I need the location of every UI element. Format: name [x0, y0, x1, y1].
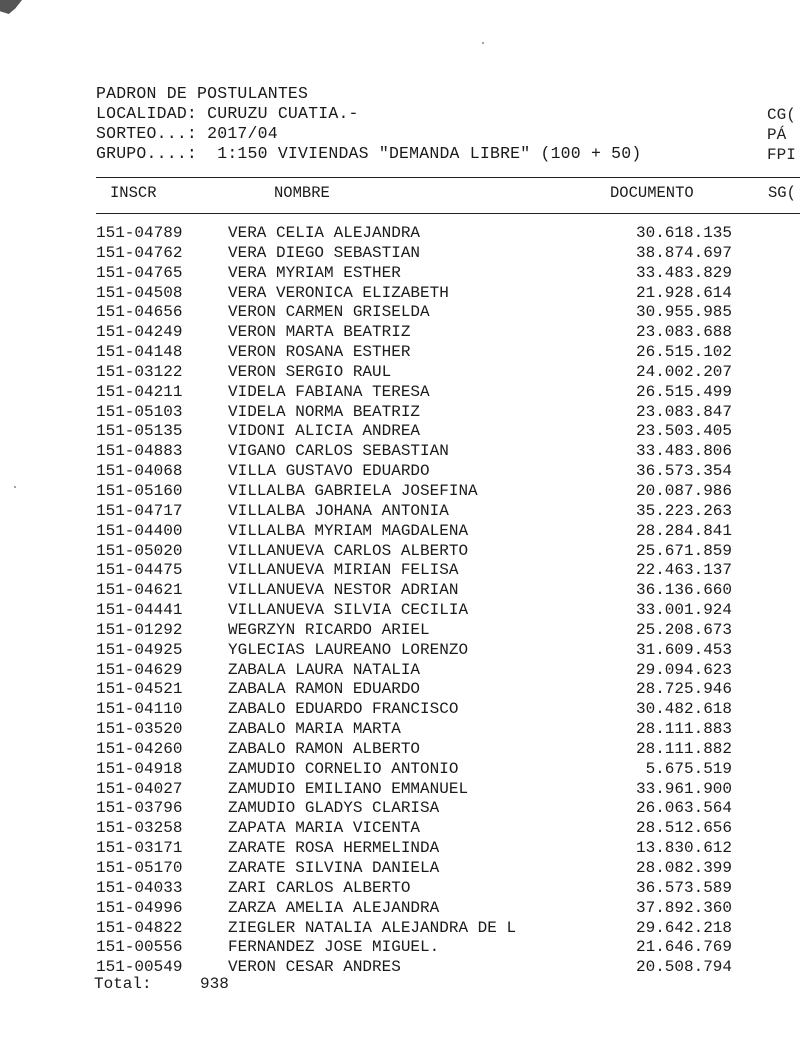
documento-cell: 29.094.623	[635, 660, 732, 679]
inscripcion-cell: 151-04765	[96, 263, 183, 282]
nombre-cell: FERNANDEZ JOSE MIGUEL.	[228, 938, 440, 957]
documento-cell: 29.642.218	[635, 918, 732, 937]
documento-cell: 30.618.135	[635, 224, 732, 242]
table-row	[0, 799, 800, 819]
grupo-line: GRUPO....: 1:150 VIVIENDAS "DEMANDA LIBRE" (100 + 50)	[96, 144, 642, 163]
documento-cell: 33.001.924	[635, 601, 732, 620]
documento-cell: 28.512.656	[635, 819, 732, 838]
nombre-cell: VIDELA FABIANA TERESA	[228, 382, 430, 401]
documento-cell: 23.083.688	[635, 323, 732, 342]
inscripcion-cell: 151-05170	[96, 859, 183, 877]
table-row	[0, 323, 800, 343]
documento-cell: 35.223.263	[635, 501, 732, 520]
documento-cell: 33.961.900	[635, 779, 732, 798]
inscripcion-cell: 151-04789	[96, 224, 183, 242]
table-row	[0, 303, 800, 323]
table-row	[0, 661, 800, 681]
header-top-rule	[96, 177, 800, 178]
inscripcion-cell: 151-03258	[96, 819, 183, 838]
table-row	[0, 462, 800, 482]
documento-cell: 21.646.769	[635, 938, 732, 957]
table-row	[0, 641, 800, 661]
column-header-inscr: INSCR	[110, 184, 157, 202]
sorteo-line: SORTEO...: 2017/04	[96, 124, 278, 143]
inscripcion-cell: 151-05135	[96, 422, 183, 441]
side-fragment: CG(	[767, 106, 796, 124]
nombre-cell: VERA CELIA ALEJANDRA	[228, 224, 421, 242]
inscripcion-cell: 151-04260	[96, 739, 183, 758]
table-row	[0, 502, 800, 522]
nombre-cell: VILLALBA JOHANA ANTONIA	[228, 501, 449, 520]
table-row	[0, 700, 800, 720]
documento-cell: 33.483.829	[635, 263, 732, 282]
documento-cell: 22.463.137	[635, 561, 732, 580]
table-row	[0, 482, 800, 502]
nombre-cell: ZABALO RAMON ALBERTO	[228, 739, 421, 758]
documento-cell: 23.503.405	[635, 422, 732, 441]
inscripcion-cell: 151-04441	[96, 601, 183, 620]
table-row	[0, 561, 800, 581]
side-fragment: FPI	[767, 146, 796, 164]
column-header-extra: SG(	[768, 184, 796, 202]
nombre-cell: ZARATE ROSA HERMELINDA	[228, 839, 440, 858]
inscripcion-cell: 151-03122	[96, 362, 183, 381]
documento-cell: 13.830.612	[635, 839, 732, 858]
table-row	[0, 780, 800, 800]
nombre-cell: ZABALA LAURA NATALIA	[228, 660, 421, 679]
column-header-documento: DOCUMENTO	[610, 184, 694, 202]
nombre-cell: VERON CARMEN GRISELDA	[228, 303, 430, 322]
nombre-cell: ZARATE SILVINA DANIELA	[228, 859, 440, 877]
table-row	[0, 522, 800, 542]
nombre-cell: VILLALBA MYRIAM MAGDALENA	[228, 521, 469, 540]
inscripcion-cell: 151-04033	[96, 878, 183, 897]
table-row	[0, 363, 800, 383]
side-fragment: PÁ	[767, 126, 787, 144]
inscripcion-cell: 151-05103	[96, 402, 183, 421]
scan-speck	[482, 42, 484, 44]
nombre-cell: VERON CESAR ANDRES	[228, 958, 401, 977]
column-header-nombre: NOMBRE	[274, 184, 330, 202]
documento-cell: 37.892.360	[635, 898, 732, 917]
inscripcion-cell: 151-03796	[96, 799, 183, 818]
documento-cell: 25.671.859	[635, 541, 732, 560]
nombre-cell: ZIEGLER NATALIA ALEJANDRA DE L	[228, 918, 517, 937]
nombre-cell: VERA VERONICA ELIZABETH	[228, 283, 449, 302]
total-value: 938	[200, 975, 229, 993]
cropped-side-text	[767, 105, 796, 165]
table-row	[0, 422, 800, 442]
inscripcion-cell: 151-04762	[96, 243, 183, 262]
inscripcion-cell: 151-04717	[96, 501, 183, 520]
table-row	[0, 919, 800, 939]
documento-cell: 20.087.986	[635, 481, 732, 500]
documento-cell: 28.725.946	[635, 680, 732, 699]
nombre-cell: VILLANUEVA MIRIAN FELISA	[228, 561, 459, 580]
documento-cell: 24.002.207	[635, 362, 732, 381]
table-row	[0, 760, 800, 780]
inscripcion-cell: 151-04148	[96, 343, 183, 362]
nombre-cell: VERON SERGIO RAUL	[228, 362, 392, 381]
inscripcion-cell: 151-04656	[96, 303, 183, 322]
table-row	[0, 264, 800, 284]
inscripcion-cell: 151-04211	[96, 382, 183, 401]
documento-cell: 5.675.519	[645, 759, 732, 778]
table-row	[0, 899, 800, 919]
nombre-cell: ZABALA RAMON EDUARDO	[228, 680, 421, 699]
inscripcion-cell: 151-04996	[96, 898, 183, 917]
inscripcion-cell: 151-04249	[96, 323, 183, 342]
inscripcion-cell: 151-04110	[96, 700, 183, 719]
table-row	[0, 839, 800, 859]
inscripcion-cell: 151-04918	[96, 759, 183, 778]
documento-cell: 30.482.618	[635, 700, 732, 719]
nombre-cell: VIGANO CARLOS SEBASTIAN	[228, 442, 449, 461]
documento-cell: 26.515.102	[635, 343, 732, 362]
nombre-cell: YGLECIAS LAUREANO LORENZO	[228, 640, 469, 659]
table-row	[0, 621, 800, 641]
total-line	[94, 975, 229, 1047]
inscripcion-cell: 151-00556	[96, 938, 183, 957]
table-row	[0, 938, 800, 958]
nombre-cell: VILLANUEVA SILVIA CECILIA	[228, 601, 469, 620]
table-row	[0, 581, 800, 601]
table-row	[0, 343, 800, 363]
table-row	[0, 601, 800, 621]
inscripcion-cell: 151-04475	[96, 561, 183, 580]
documento-cell: 30.955.985	[635, 303, 732, 322]
documento-cell: 38.874.697	[635, 243, 732, 262]
documento-cell: 28.082.399	[635, 859, 732, 877]
inscripcion-cell: 151-00549	[96, 958, 183, 977]
inscripcion-cell: 151-03520	[96, 720, 183, 739]
documento-cell: 26.063.564	[635, 799, 732, 818]
documento-cell: 33.483.806	[635, 442, 732, 461]
table-row	[0, 740, 800, 760]
inscripcion-cell: 151-04629	[96, 660, 183, 679]
nombre-cell: ZARI CARLOS ALBERTO	[228, 878, 411, 897]
nombre-cell: ZAMUDIO EMILIANO EMMANUEL	[228, 779, 469, 798]
inscripcion-cell: 151-04400	[96, 521, 183, 540]
table-row	[0, 224, 800, 244]
table-row	[0, 442, 800, 462]
nombre-cell: VIDONI ALICIA ANDREA	[228, 422, 421, 441]
document-header	[96, 84, 642, 164]
localidad-line: LOCALIDAD: CURUZU CUATIA.-	[96, 104, 359, 123]
documento-cell: 20.508.794	[635, 958, 732, 977]
inscripcion-cell: 151-05020	[96, 541, 183, 560]
inscripcion-cell: 151-04883	[96, 442, 183, 461]
table-row	[0, 859, 800, 879]
nombre-cell: ZAPATA MARIA VICENTA	[228, 819, 421, 838]
table-row	[0, 284, 800, 304]
nombre-cell: VILLANUEVA NESTOR ADRIAN	[228, 581, 459, 600]
table-row	[0, 244, 800, 264]
documento-cell: 31.609.453	[635, 640, 732, 659]
nombre-cell: ZARZA AMELIA ALEJANDRA	[228, 898, 440, 917]
documento-cell: 36.573.589	[635, 878, 732, 897]
nombre-cell: VILLA GUSTAVO EDUARDO	[228, 462, 430, 481]
scan-corner-mark	[0, 0, 22, 14]
nombre-cell: WEGRZYN RICARDO ARIEL	[228, 620, 430, 639]
nombre-cell: VERON MARTA BEATRIZ	[228, 323, 411, 342]
documento-cell: 23.083.847	[635, 402, 732, 421]
documento-cell: 26.515.499	[635, 382, 732, 401]
inscripcion-cell: 151-04027	[96, 779, 183, 798]
table-row	[0, 680, 800, 700]
table-row	[0, 819, 800, 839]
table-row	[0, 879, 800, 899]
inscripcion-cell: 151-04822	[96, 918, 183, 937]
inscripcion-cell: 151-04508	[96, 283, 183, 302]
applicants-table	[0, 224, 800, 978]
document-title: PADRON DE POSTULANTES	[96, 84, 309, 103]
inscripcion-cell: 151-03171	[96, 839, 183, 858]
documento-cell: 36.573.354	[635, 462, 732, 481]
documento-cell: 25.208.673	[635, 620, 732, 639]
nombre-cell: VERA MYRIAM ESTHER	[228, 263, 401, 282]
inscripcion-cell: 151-04521	[96, 680, 183, 699]
nombre-cell: VERA DIEGO SEBASTIAN	[228, 243, 421, 262]
table-row	[0, 383, 800, 403]
inscripcion-cell: 151-01292	[96, 620, 183, 639]
nombre-cell: ZAMUDIO GLADYS CLARISA	[228, 799, 440, 818]
nombre-cell: VILLANUEVA CARLOS ALBERTO	[228, 541, 469, 560]
total-label: Total:	[94, 975, 152, 993]
inscripcion-cell: 151-04925	[96, 640, 183, 659]
documento-cell: 21.928.614	[635, 283, 732, 302]
nombre-cell: ZABALO EDUARDO FRANCISCO	[228, 700, 459, 719]
documento-cell: 28.111.883	[635, 720, 732, 739]
documento-cell: 28.284.841	[635, 521, 732, 540]
nombre-cell: ZABALO MARIA MARTA	[228, 720, 401, 739]
inscripcion-cell: 151-04621	[96, 581, 183, 600]
inscripcion-cell: 151-04068	[96, 462, 183, 481]
inscripcion-cell: 151-05160	[96, 481, 183, 500]
nombre-cell: VIDELA NORMA BEATRIZ	[228, 402, 421, 421]
header-bottom-rule	[96, 213, 800, 214]
documento-cell: 36.136.660	[635, 581, 732, 600]
table-row	[0, 720, 800, 740]
nombre-cell: VERON ROSANA ESTHER	[228, 343, 411, 362]
documento-cell: 28.111.882	[635, 739, 732, 758]
nombre-cell: ZAMUDIO CORNELIO ANTONIO	[228, 759, 459, 778]
table-row	[0, 403, 800, 423]
table-row	[0, 542, 800, 562]
nombre-cell: VILLALBA GABRIELA JOSEFINA	[228, 481, 478, 500]
